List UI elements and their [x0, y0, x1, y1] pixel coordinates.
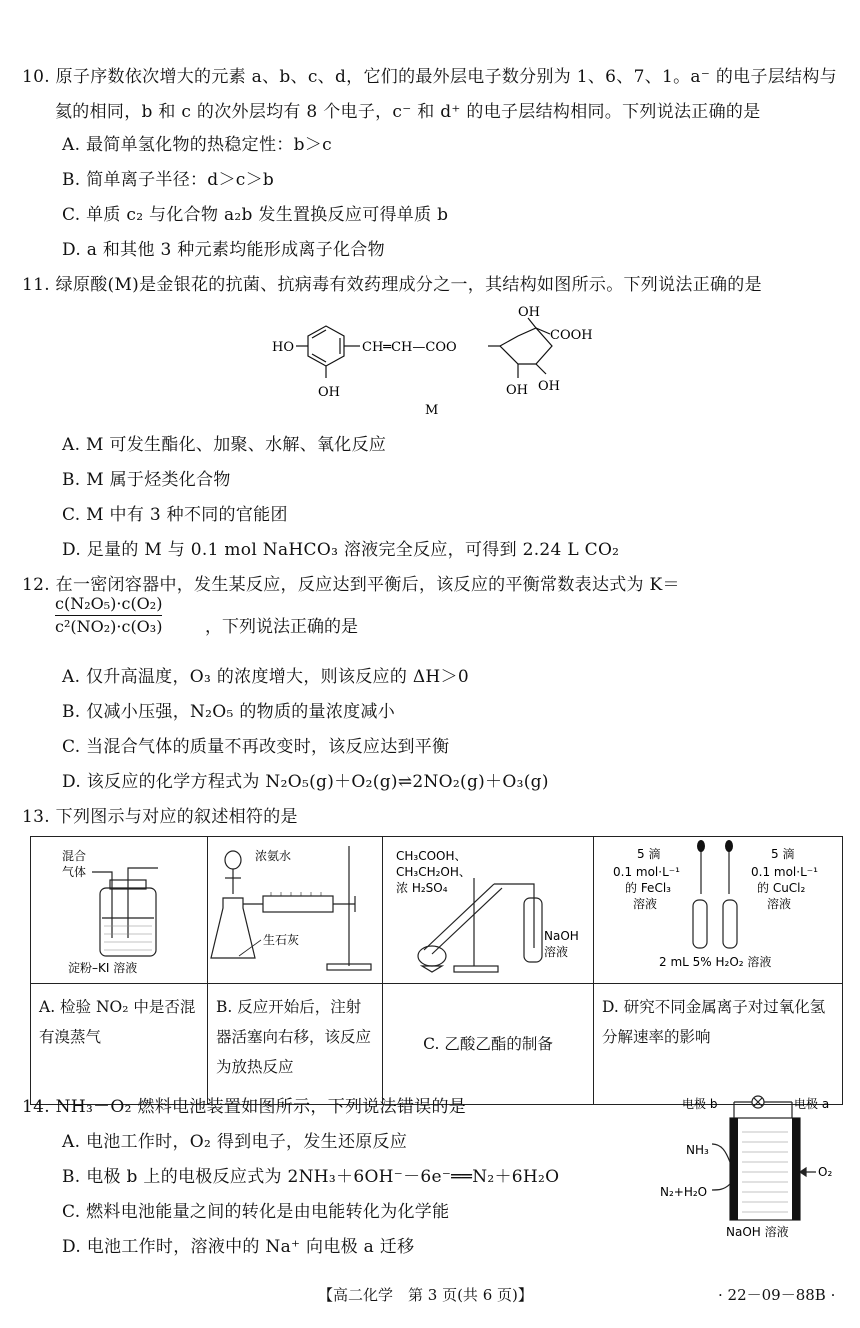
question-10-option-a: A. 最简单氢化物的热稳定性：b＞c — [62, 135, 332, 155]
question-10-line1: 10. 原子序数依次增大的元素 a、b、c、d，它们的最外层电子数分别为 1、6、7、1。a⁻ 的电子层结构与 — [22, 67, 837, 87]
question-11-option-a: A. M 可发生酯化、加聚、水解、氧化反应 — [62, 435, 387, 455]
figure-a-cell — [31, 837, 208, 984]
question-10-stem — [22, 60, 842, 130]
question-12-option-c: C. 当混合气体的质量不再改变时，该反应达到平衡 — [62, 737, 450, 757]
structure-m-label: M — [425, 403, 439, 418]
question-11-stem — [22, 268, 842, 303]
figure-c-reagent-3: 浓 H₂SO₄ — [396, 881, 448, 895]
electrode-b-label: 电极 b — [682, 1097, 718, 1111]
structure-cooh-label: COOH — [550, 328, 593, 343]
nh3-label: NH₃ — [686, 1143, 709, 1157]
figure-b-flask-syringe — [209, 838, 381, 978]
figure-b-cell — [208, 837, 383, 984]
structure-chain-label: CH═CH—COO — [362, 340, 457, 355]
question-13-line1: 13. 下列图示与对应的叙述相符的是 — [22, 807, 298, 827]
figure-d-test-tubes — [595, 838, 841, 978]
electrode-a-label: 电极 a — [794, 1097, 830, 1111]
figure-c-naoh-label: NaOH — [544, 929, 579, 943]
figure-d-cell — [594, 837, 843, 984]
question-11-option-c: C. M 中有 3 种不同的官能团 — [62, 505, 288, 525]
question-10-line2: 氦的相同，b 和 c 的次外层均有 8 个电子，c⁻ 和 d⁺ 的电子层结构相同。下列说法正确的是 — [55, 102, 761, 122]
question-12-after-fraction: ，下列说法正确的是 — [205, 617, 358, 637]
question-12-option-b: B. 仅减小压强，N₂O₅ 的物质的量浓度减小 — [62, 702, 396, 722]
figure-d-right-drops: 5 滴 — [771, 847, 795, 861]
figure-b-ammonia-label: 浓氨水 — [255, 849, 292, 863]
naoh-solution-label: NaOH 溶液 — [726, 1225, 789, 1239]
fraction-denominator: c²(NO₂)·c(O₃) — [55, 617, 163, 636]
caption-a: A. 检验 NO₂ 中是否混有溴蒸气 — [31, 984, 208, 1105]
page-footer-center: 【高二化学 第 3 页(共 6 页)】 — [318, 1286, 533, 1304]
chlorogenic-acid-structure — [260, 304, 600, 424]
figure-a-gas-label-1: 混合 — [62, 849, 87, 863]
figure-a-solution-label: 淀粉–KI 溶液 — [68, 961, 138, 975]
figure-d-right-salt: 的 CuCl₂ — [757, 881, 806, 895]
question-14-line1: 14. NH₃－O₂ 燃料电池装置如图所示，下列说法错误的是 — [22, 1097, 467, 1117]
caption-c: C. 乙酸乙酯的制备 — [383, 984, 594, 1105]
figure-d-left-conc: 0.1 mol·L⁻¹ — [613, 865, 680, 879]
question-11-option-d: D. 足量的 M 与 0.1 mol NaHCO₃ 溶液完全反应，可得到 2.24 L CO₂ — [62, 540, 620, 560]
question-12-option-d: D. 该反应的化学方程式为 N₂O₅(g)＋O₂(g)⇌2NO₂(g)＋O₃(g) — [62, 772, 549, 792]
question-11-option-b: B. M 属于烃类化合物 — [62, 470, 231, 490]
figure-b-lime-label: 生石灰 — [263, 933, 300, 947]
page-footer-code: · 22－09－88B · — [718, 1286, 836, 1304]
figure-d-left-salt: 的 FeCl₃ — [625, 881, 671, 895]
figure-d-right-solution: 溶液 — [767, 897, 792, 911]
n2-h2o-label: N₂+H₂O — [660, 1185, 708, 1199]
question-13-table — [30, 836, 843, 1105]
figure-a-gas-washing-bottle — [32, 838, 206, 978]
structure-bottom-oh-2: OH — [538, 379, 560, 394]
figure-d-left-drops: 5 滴 — [637, 847, 661, 861]
question-12-option-a: A. 仅升高温度，O₃ 的浓度增大，则该反应的 ΔH＞0 — [62, 667, 469, 687]
structure-bottom-oh-1: OH — [506, 383, 528, 398]
question-14-option-b: B. 电极 b 上的电极反应式为 2NH₃＋6OH⁻－6e⁻══N₂＋6H₂O — [62, 1167, 560, 1187]
figure-c-solution-label: 溶液 — [544, 945, 569, 959]
fuel-cell-diagram — [652, 1092, 842, 1242]
question-14-option-c: C. 燃料电池能量之间的转化是由电能转化为化学能 — [62, 1202, 450, 1222]
figure-c-reagent-2: CH₃CH₂OH、 — [396, 865, 471, 879]
figure-d-right-conc: 0.1 mol·L⁻¹ — [751, 865, 818, 879]
question-10-option-d: D. a 和其他 3 种元素均能形成离子化合物 — [62, 240, 385, 260]
figure-d-h2o2-label: 2 mL 5% H₂O₂ 溶液 — [659, 955, 772, 969]
figure-c-ester-apparatus — [384, 838, 592, 978]
question-11-line1: 11. 绿原酸(M)是金银花的抗菌、抗病毒有效药理成分之一，其结构如图所示。下列说法正确的是 — [22, 275, 762, 295]
structure-ho-label: HO — [272, 340, 294, 355]
structure-ring-oh-label: OH — [318, 385, 340, 400]
caption-d: D. 研究不同金属离子对过氧化氢分解速率的影响 — [594, 984, 843, 1105]
figure-d-left-solution: 溶液 — [633, 897, 658, 911]
fraction-bar — [55, 615, 162, 616]
fraction-numerator: c(N₂O₅)·c(O₂) — [55, 594, 163, 613]
question-13-stem — [22, 800, 842, 835]
question-12-line1: 12. 在一密闭容器中，发生某反应，反应达到平衡后，该反应的平衡常数表达式为 K＝ — [22, 575, 680, 595]
question-14-option-a: A. 电池工作时，O₂ 得到电子，发生还原反应 — [62, 1132, 408, 1152]
o2-label: O₂ — [818, 1165, 833, 1179]
figure-c-cell — [383, 837, 594, 984]
equilibrium-constant-fraction — [55, 594, 162, 637]
figure-a-gas-label-2: 气体 — [62, 865, 87, 879]
question-14-stem — [22, 1090, 642, 1125]
question-10-option-c: C. 单质 c₂ 与化合物 a₂b 发生置换反应可得单质 b — [62, 205, 449, 225]
figure-c-reagent-1: CH₃COOH、 — [396, 849, 467, 863]
question-14-option-d: D. 电池工作时，溶液中的 Na⁺ 向电极 a 迁移 — [62, 1237, 415, 1257]
structure-top-oh-label: OH — [518, 305, 540, 320]
caption-b: B. 反应开始后，注射器活塞向右移，该反应为放热反应 — [208, 984, 383, 1105]
question-10-option-b: B. 简单离子半径：d＞c＞b — [62, 170, 275, 190]
